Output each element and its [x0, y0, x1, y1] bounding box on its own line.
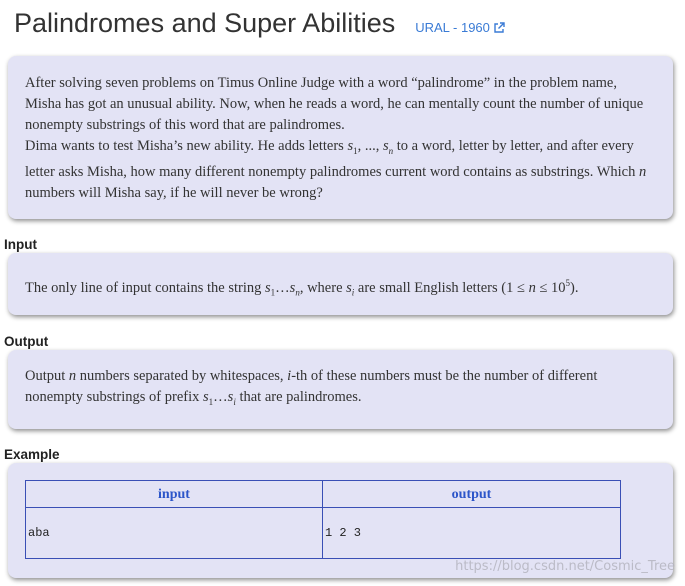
source-link[interactable] [415, 20, 505, 35]
output-text: Output n numbers separated by whitespaces, i-th of these numbers must be the number of different nonempty substrings of prefix $s_1\dots s_i$ that are palindromes. [25, 368, 598, 407]
input-heading: Input [4, 237, 37, 252]
source-link-label: URAL - 1960 [415, 20, 490, 35]
sample-output-cell[interactable]: 1 2 3 [323, 508, 621, 559]
sample-header-row [26, 481, 621, 508]
statement-paragraph-2: Dima wants to test Misha’s new ability. He adds letters $s_1$, ..., $s_n$ to a word, letter by letter, and after every letter asks Misha, how many different nonempty palindromes current word contains as substrings. Which n numbers will Misha say, if he will never be wrong? [25, 138, 647, 201]
example-heading: Example [4, 447, 60, 462]
header [14, 8, 505, 39]
statement-paragraph-1: After solving seven problems on Timus Online Judge with a word “palindrome” in the problem name, Misha has got an unusual ability. Now, when he reads a word, he can mentally count the number of unique nonempty substrings of this word that are palindromes. [25, 75, 644, 133]
input-panel [8, 253, 673, 315]
external-link-icon [493, 22, 505, 34]
output-panel [8, 350, 673, 429]
page-title: Palindromes and Super Abilities [14, 8, 396, 38]
watermark: https://blog.csdn.net/Cosmic_Tree [455, 559, 675, 574]
sample-input-header: input [26, 481, 323, 508]
sample-table [25, 480, 621, 559]
input-text: The only line of input contains the string $s_1\dots s_n$, where $s_i$ are small English letters $(1 \le n \le 10^5)$. [25, 278, 579, 298]
sample-row [26, 508, 621, 559]
sample-input-cell[interactable]: aba [26, 508, 323, 559]
sample-output-header: output [323, 481, 621, 508]
output-heading: Output [4, 334, 49, 349]
problem-statement [8, 56, 673, 219]
